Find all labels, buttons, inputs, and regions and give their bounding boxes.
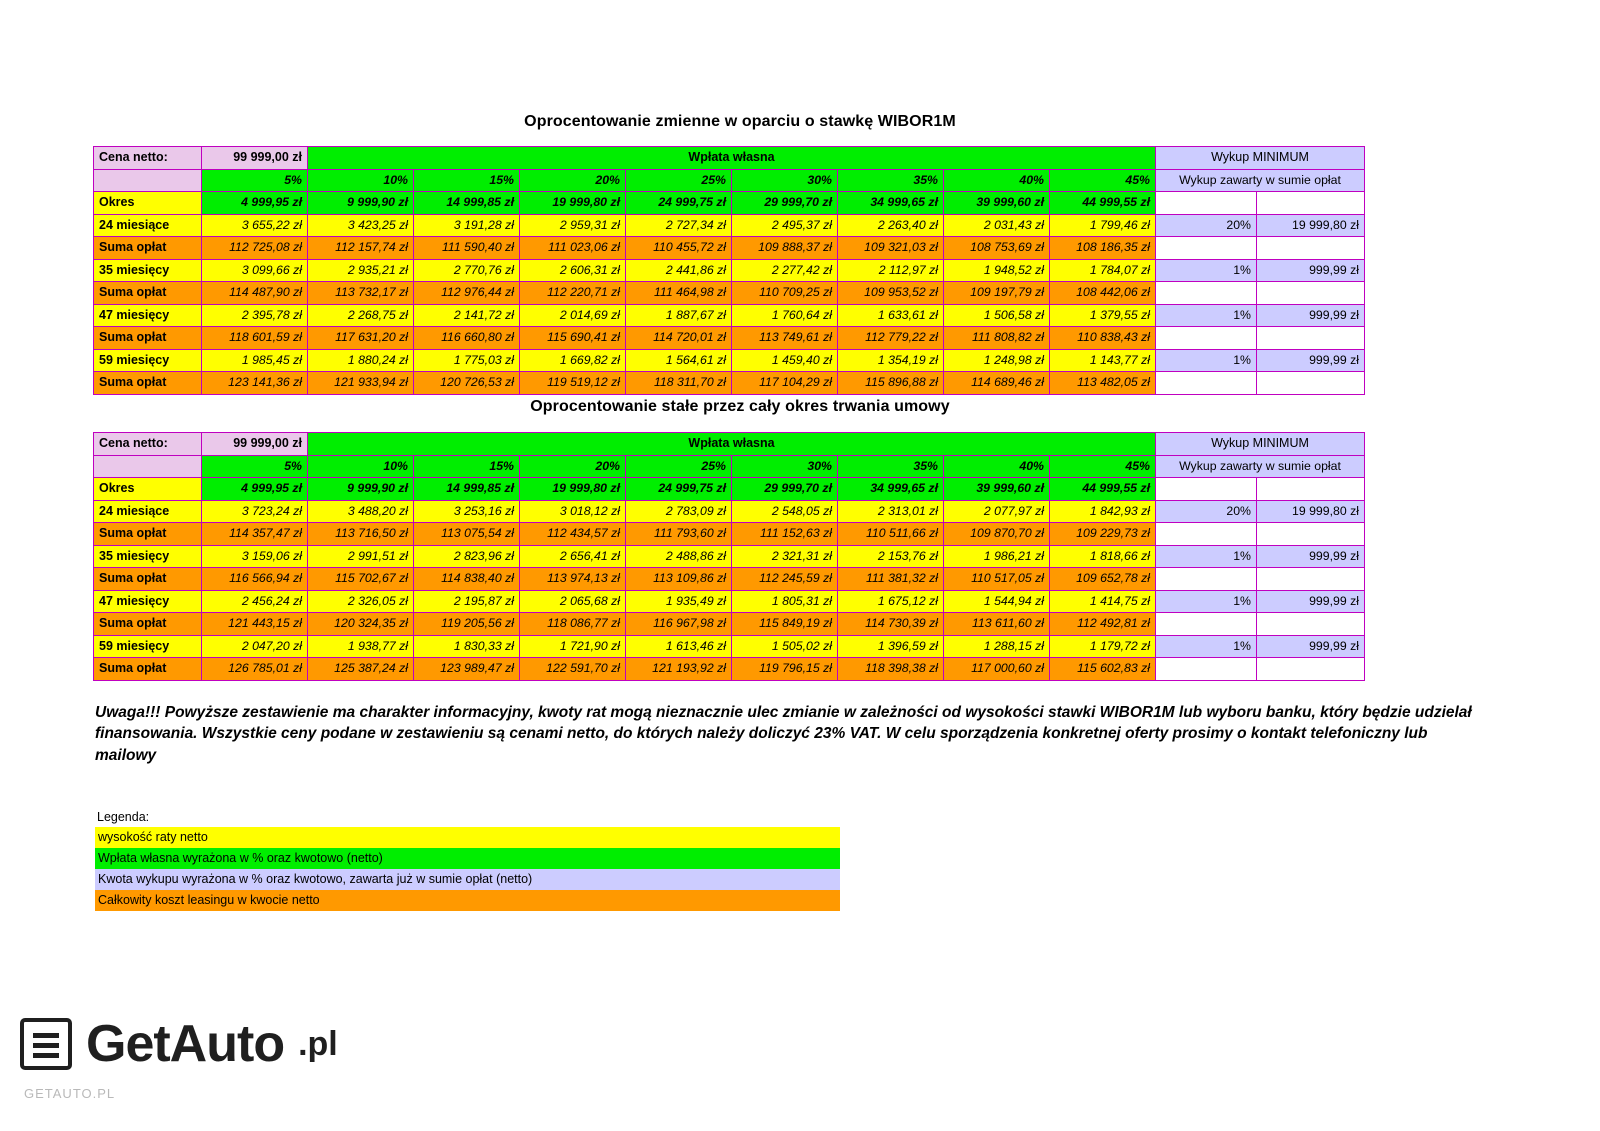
cell-value: 19 999,80 zł xyxy=(520,478,626,501)
row-label: Suma opłat xyxy=(94,372,202,395)
cell-value: 1 986,21 zł xyxy=(944,545,1050,568)
cell-value: 118 398,38 zł xyxy=(838,658,944,681)
cell-value: 3 488,20 zł xyxy=(308,500,414,523)
table-row xyxy=(94,214,1365,237)
cell-value: 111 152,63 zł xyxy=(732,523,838,546)
row-label: Suma opłat xyxy=(94,568,202,591)
disclaimer-note: Uwaga!!! Powyższe zestawienie ma charakter informacyjny, kwoty rat mogą nieznacznie ulec zmianie w zależności od wysokości stawki WIBOR1M lub wyboru banku, który będzie udzielał finansowania. Wszystkie ceny podane w zestawieniu są cenami netto, do których należy doliczyć 23% VAT. W celu sporządzenia konkretnej oferty prosimy o kontakt telefoniczny lub mailowy xyxy=(95,704,1472,764)
table-row xyxy=(94,259,1365,282)
row-label: Suma opłat xyxy=(94,237,202,260)
cell-value: 2 395,78 zł xyxy=(202,304,308,327)
percent-header: 5% xyxy=(202,169,308,192)
buy-percent xyxy=(1156,237,1257,260)
cell-value: 113 109,86 zł xyxy=(626,568,732,591)
table-row xyxy=(94,192,1365,215)
cell-value: 120 324,35 zł xyxy=(308,613,414,636)
percent-header: 30% xyxy=(732,169,838,192)
cell-value: 1 613,46 zł xyxy=(626,635,732,658)
row-label: Suma opłat xyxy=(94,327,202,350)
legend-title: Legenda: xyxy=(97,810,150,824)
cell-value: 2 077,97 zł xyxy=(944,500,1050,523)
buy-percent xyxy=(1156,613,1257,636)
watermark: GETAUTO.PL xyxy=(24,1086,116,1101)
cell-value: 1 935,49 zł xyxy=(626,590,732,613)
cell-value: 44 999,55 zł xyxy=(1050,478,1156,501)
cell-value: 113 482,05 zł xyxy=(1050,372,1156,395)
cell-value: 114 720,01 zł xyxy=(626,327,732,350)
row-label: 47 miesięcy xyxy=(94,590,202,613)
row-label: Okres xyxy=(94,192,202,215)
buy-percent: 1% xyxy=(1156,304,1257,327)
cell-value: 118 311,70 zł xyxy=(626,372,732,395)
cell-value: 113 075,54 zł xyxy=(414,523,520,546)
cell-value: 115 896,88 zł xyxy=(838,372,944,395)
cell-value: 1 459,40 zł xyxy=(732,349,838,372)
cell-value: 1 887,67 zł xyxy=(626,304,732,327)
cell-value: 1 818,66 zł xyxy=(1050,545,1156,568)
cell-value: 2 770,76 zł xyxy=(414,259,520,282)
cell-value: 121 193,92 zł xyxy=(626,658,732,681)
buy-value xyxy=(1257,327,1365,350)
cell-value: 1 669,82 zł xyxy=(520,349,626,372)
cell-value: 120 726,53 zł xyxy=(414,372,520,395)
table-row xyxy=(94,433,1365,456)
percent-header: 40% xyxy=(944,169,1050,192)
buy-value: 999,99 zł xyxy=(1257,304,1365,327)
cell-value: 1 179,72 zł xyxy=(1050,635,1156,658)
buy-value: 999,99 zł xyxy=(1257,590,1365,613)
cell-value: 1 143,77 zł xyxy=(1050,349,1156,372)
empty-cell xyxy=(94,169,202,192)
cell-value: 4 999,95 zł xyxy=(202,192,308,215)
cell-value: 112 725,08 zł xyxy=(202,237,308,260)
cell-value: 1 805,31 zł xyxy=(732,590,838,613)
cell-value: 1 842,93 zł xyxy=(1050,500,1156,523)
wplata-wlasna-header: Wpłata własna xyxy=(308,147,1156,170)
cell-value: 117 104,29 zł xyxy=(732,372,838,395)
legend-item-total-cost: Całkowity koszt leasingu w kwocie netto xyxy=(95,890,840,911)
cell-value: 121 443,15 zł xyxy=(202,613,308,636)
buy-value: 999,99 zł xyxy=(1257,259,1365,282)
row-label: 35 miesięcy xyxy=(94,545,202,568)
cell-value: 1 985,45 zł xyxy=(202,349,308,372)
cell-value: 112 434,57 zł xyxy=(520,523,626,546)
percent-header: 30% xyxy=(732,455,838,478)
buy-value xyxy=(1257,282,1365,305)
row-label: 59 miesięcy xyxy=(94,349,202,372)
cena-netto-label: Cena netto: xyxy=(94,433,202,456)
cell-value: 112 779,22 zł xyxy=(838,327,944,350)
legend-item-rate: wysokość raty netto xyxy=(95,827,840,848)
cell-value: 9 999,90 zł xyxy=(308,478,414,501)
cell-value: 3 423,25 zł xyxy=(308,214,414,237)
cell-value: 3 253,16 zł xyxy=(414,500,520,523)
buy-percent xyxy=(1156,282,1257,305)
buy-value xyxy=(1257,237,1365,260)
cell-value: 2 268,75 zł xyxy=(308,304,414,327)
buy-percent: 1% xyxy=(1156,259,1257,282)
cell-value: 116 967,98 zł xyxy=(626,613,732,636)
cell-value: 111 808,82 zł xyxy=(944,327,1050,350)
menu-lines-icon xyxy=(20,1018,72,1070)
getauto-logo xyxy=(20,1015,338,1073)
cell-value: 116 660,80 zł xyxy=(414,327,520,350)
percent-header: 20% xyxy=(520,455,626,478)
row-label: Suma opłat xyxy=(94,613,202,636)
percent-header: 15% xyxy=(414,455,520,478)
buy-percent xyxy=(1156,327,1257,350)
cell-value: 111 023,06 zł xyxy=(520,237,626,260)
row-label: 35 miesięcy xyxy=(94,259,202,282)
cell-value: 111 590,40 zł xyxy=(414,237,520,260)
row-label: 24 miesiące xyxy=(94,500,202,523)
wykup-minimum-header: Wykup MINIMUM xyxy=(1156,147,1365,170)
table-row xyxy=(94,500,1365,523)
cell-value: 2 727,34 zł xyxy=(626,214,732,237)
cell-value: 2 959,31 zł xyxy=(520,214,626,237)
buy-percent xyxy=(1156,478,1257,501)
row-label: 47 miesięcy xyxy=(94,304,202,327)
row-label: 24 miesiące xyxy=(94,214,202,237)
cell-value: 2 991,51 zł xyxy=(308,545,414,568)
cell-value: 1 506,58 zł xyxy=(944,304,1050,327)
cell-value: 44 999,55 zł xyxy=(1050,192,1156,215)
cell-value: 4 999,95 zł xyxy=(202,478,308,501)
empty-cell xyxy=(94,455,202,478)
percent-header: 25% xyxy=(626,455,732,478)
percent-header: 35% xyxy=(838,169,944,192)
cell-value: 112 976,44 zł xyxy=(414,282,520,305)
cell-value: 117 631,20 zł xyxy=(308,327,414,350)
buy-value: 999,99 zł xyxy=(1257,545,1365,568)
table-row xyxy=(94,327,1365,350)
cell-value: 110 838,43 zł xyxy=(1050,327,1156,350)
cell-value: 112 492,81 zł xyxy=(1050,613,1156,636)
table-row xyxy=(94,282,1365,305)
buy-percent xyxy=(1156,523,1257,546)
cell-value: 2 141,72 zł xyxy=(414,304,520,327)
buy-value xyxy=(1257,613,1365,636)
buy-value: 19 999,80 zł xyxy=(1257,500,1365,523)
buy-value xyxy=(1257,658,1365,681)
table-row xyxy=(94,304,1365,327)
buy-percent xyxy=(1156,658,1257,681)
percent-header: 45% xyxy=(1050,169,1156,192)
cell-value: 113 974,13 zł xyxy=(520,568,626,591)
cell-value: 1 248,98 zł xyxy=(944,349,1050,372)
cell-value: 119 519,12 zł xyxy=(520,372,626,395)
cell-value: 118 086,77 zł xyxy=(520,613,626,636)
cell-value: 14 999,85 zł xyxy=(414,478,520,501)
buy-percent: 20% xyxy=(1156,500,1257,523)
cell-value: 121 933,94 zł xyxy=(308,372,414,395)
cell-value: 2 263,40 zł xyxy=(838,214,944,237)
cell-value: 2 823,96 zł xyxy=(414,545,520,568)
buy-value xyxy=(1257,568,1365,591)
cell-value: 110 709,25 zł xyxy=(732,282,838,305)
percent-header: 20% xyxy=(520,169,626,192)
cell-value: 2 495,37 zł xyxy=(732,214,838,237)
table-variable-rate xyxy=(93,146,1365,395)
row-label: Suma opłat xyxy=(94,282,202,305)
wplata-wlasna-header: Wpłata własna xyxy=(308,433,1156,456)
cell-value: 110 517,05 zł xyxy=(944,568,1050,591)
cell-value: 114 357,47 zł xyxy=(202,523,308,546)
cell-value: 125 387,24 zł xyxy=(308,658,414,681)
cell-value: 39 999,60 zł xyxy=(944,478,1050,501)
cell-value: 113 716,50 zł xyxy=(308,523,414,546)
cell-value: 112 157,74 zł xyxy=(308,237,414,260)
cell-value: 2 313,01 zł xyxy=(838,500,944,523)
cell-value: 109 197,79 zł xyxy=(944,282,1050,305)
cell-value: 1 288,15 zł xyxy=(944,635,1050,658)
buy-value xyxy=(1257,523,1365,546)
cena-netto-value: 99 999,00 zł xyxy=(202,433,308,456)
logo-wordmark: GetAuto xyxy=(86,1015,285,1073)
cell-value: 113 611,60 zł xyxy=(944,613,1050,636)
buy-percent: 20% xyxy=(1156,214,1257,237)
buy-value: 999,99 zł xyxy=(1257,635,1365,658)
table-row xyxy=(94,237,1365,260)
cell-value: 1 354,19 zł xyxy=(838,349,944,372)
table-row xyxy=(94,372,1365,395)
cell-value: 109 321,03 zł xyxy=(838,237,944,260)
cell-value: 3 655,22 zł xyxy=(202,214,308,237)
cell-value: 2 456,24 zł xyxy=(202,590,308,613)
cell-value: 2 153,76 zł xyxy=(838,545,944,568)
cell-value: 110 455,72 zł xyxy=(626,237,732,260)
percent-header: 45% xyxy=(1050,455,1156,478)
buy-value xyxy=(1257,478,1365,501)
cell-value: 1 830,33 zł xyxy=(414,635,520,658)
table-row xyxy=(94,635,1365,658)
cell-value: 19 999,80 zł xyxy=(520,192,626,215)
wykup-minimum-header: Wykup MINIMUM xyxy=(1156,433,1365,456)
cena-netto-value: 99 999,00 zł xyxy=(202,147,308,170)
percent-header: 25% xyxy=(626,169,732,192)
cell-value: 3 191,28 zł xyxy=(414,214,520,237)
cell-value: 1 396,59 zł xyxy=(838,635,944,658)
cell-value: 3 018,12 zł xyxy=(520,500,626,523)
cell-value: 115 702,67 zł xyxy=(308,568,414,591)
row-label: Okres xyxy=(94,478,202,501)
table-row xyxy=(94,545,1365,568)
leasing-table-variable-rate xyxy=(93,146,1365,395)
cell-value: 3 159,06 zł xyxy=(202,545,308,568)
cell-value: 2 112,97 zł xyxy=(838,259,944,282)
cell-value: 29 999,70 zł xyxy=(732,192,838,215)
percent-header: 10% xyxy=(308,455,414,478)
cell-value: 2 783,09 zł xyxy=(626,500,732,523)
cell-value: 126 785,01 zł xyxy=(202,658,308,681)
cell-value: 114 487,90 zł xyxy=(202,282,308,305)
cell-value: 112 220,71 zł xyxy=(520,282,626,305)
cell-value: 2 014,69 zł xyxy=(520,304,626,327)
cell-value: 108 753,69 zł xyxy=(944,237,1050,260)
cell-value: 2 656,41 zł xyxy=(520,545,626,568)
cell-value: 123 141,36 zł xyxy=(202,372,308,395)
table-fixed-rate xyxy=(93,432,1365,681)
cell-value: 117 000,60 zł xyxy=(944,658,1050,681)
cell-value: 2 321,31 zł xyxy=(732,545,838,568)
table-row xyxy=(94,455,1365,478)
cell-value: 122 591,70 zł xyxy=(520,658,626,681)
cell-value: 112 245,59 zł xyxy=(732,568,838,591)
cell-value: 116 566,94 zł xyxy=(202,568,308,591)
cell-value: 2 326,05 zł xyxy=(308,590,414,613)
buy-percent xyxy=(1156,372,1257,395)
buy-value: 999,99 zł xyxy=(1257,349,1365,372)
leasing-table-fixed-rate xyxy=(93,432,1365,681)
buy-value: 19 999,80 zł xyxy=(1257,214,1365,237)
table-row xyxy=(94,147,1365,170)
cell-value: 2 548,05 zł xyxy=(732,500,838,523)
buy-percent: 1% xyxy=(1156,545,1257,568)
buy-percent: 1% xyxy=(1156,635,1257,658)
cell-value: 118 601,59 zł xyxy=(202,327,308,350)
cell-value: 29 999,70 zł xyxy=(732,478,838,501)
cell-value: 1 721,90 zł xyxy=(520,635,626,658)
cell-value: 1 760,64 zł xyxy=(732,304,838,327)
table-row xyxy=(94,478,1365,501)
cell-value: 1 938,77 zł xyxy=(308,635,414,658)
table-row xyxy=(94,568,1365,591)
cell-value: 115 690,41 zł xyxy=(520,327,626,350)
cell-value: 108 442,06 zł xyxy=(1050,282,1156,305)
cell-value: 2 488,86 zł xyxy=(626,545,732,568)
percent-header: 40% xyxy=(944,455,1050,478)
percent-header: 10% xyxy=(308,169,414,192)
section-title-variable-rate: Oprocentowanie zmienne w oparciu o stawkę WIBOR1M xyxy=(524,113,956,130)
logo-tld: .pl xyxy=(298,1025,338,1063)
cell-value: 1 505,02 zł xyxy=(732,635,838,658)
cell-value: 2 441,86 zł xyxy=(626,259,732,282)
cell-value: 34 999,65 zł xyxy=(838,192,944,215)
cell-value: 39 999,60 zł xyxy=(944,192,1050,215)
buy-percent: 1% xyxy=(1156,590,1257,613)
cell-value: 119 205,56 zł xyxy=(414,613,520,636)
table-row xyxy=(94,523,1365,546)
cell-value: 3 723,24 zł xyxy=(202,500,308,523)
cell-value: 113 732,17 zł xyxy=(308,282,414,305)
table-row xyxy=(94,349,1365,372)
cell-value: 111 381,32 zł xyxy=(838,568,944,591)
legend-item-buyout: Kwota wykupu wyrażona w % oraz kwotowo, zawarta już w sumie opłat (netto) xyxy=(95,869,840,890)
cell-value: 114 689,46 zł xyxy=(944,372,1050,395)
row-label: Suma opłat xyxy=(94,523,202,546)
cell-value: 109 888,37 zł xyxy=(732,237,838,260)
cell-value: 114 730,39 zł xyxy=(838,613,944,636)
table-row xyxy=(94,590,1365,613)
legend-item-downpayment: Wpłata własna wyrażona w % oraz kwotowo (netto) xyxy=(95,848,840,869)
cell-value: 2 277,42 zł xyxy=(732,259,838,282)
table-row xyxy=(94,613,1365,636)
cell-value: 111 793,60 zł xyxy=(626,523,732,546)
cell-value: 115 849,19 zł xyxy=(732,613,838,636)
buy-value xyxy=(1257,192,1365,215)
cell-value: 109 652,78 zł xyxy=(1050,568,1156,591)
cell-value: 1 675,12 zł xyxy=(838,590,944,613)
cell-value: 2 031,43 zł xyxy=(944,214,1050,237)
percent-header: 35% xyxy=(838,455,944,478)
cell-value: 109 870,70 zł xyxy=(944,523,1050,546)
cell-value: 14 999,85 zł xyxy=(414,192,520,215)
cell-value: 115 602,83 zł xyxy=(1050,658,1156,681)
cell-value: 123 989,47 zł xyxy=(414,658,520,681)
wykup-subheader: Wykup zawarty w sumie opłat xyxy=(1156,169,1365,192)
cell-value: 34 999,65 zł xyxy=(838,478,944,501)
cell-value: 2 935,21 zł xyxy=(308,259,414,282)
cell-value: 9 999,90 zł xyxy=(308,192,414,215)
table-row xyxy=(94,658,1365,681)
cell-value: 3 099,66 zł xyxy=(202,259,308,282)
wykup-subheader: Wykup zawarty w sumie opłat xyxy=(1156,455,1365,478)
buy-percent: 1% xyxy=(1156,349,1257,372)
cell-value: 2 047,20 zł xyxy=(202,635,308,658)
cena-netto-label: Cena netto: xyxy=(94,147,202,170)
cell-value: 111 464,98 zł xyxy=(626,282,732,305)
row-label: 59 miesięcy xyxy=(94,635,202,658)
cell-value: 1 784,07 zł xyxy=(1050,259,1156,282)
percent-header: 15% xyxy=(414,169,520,192)
buy-percent xyxy=(1156,192,1257,215)
cell-value: 1 544,94 zł xyxy=(944,590,1050,613)
cell-value: 110 511,66 zł xyxy=(838,523,944,546)
cell-value: 2 195,87 zł xyxy=(414,590,520,613)
cell-value: 114 838,40 zł xyxy=(414,568,520,591)
percent-header: 5% xyxy=(202,455,308,478)
cell-value: 1 564,61 zł xyxy=(626,349,732,372)
cell-value: 109 229,73 zł xyxy=(1050,523,1156,546)
cell-value: 108 186,35 zł xyxy=(1050,237,1156,260)
cell-value: 2 065,68 zł xyxy=(520,590,626,613)
table-row xyxy=(94,169,1365,192)
cell-value: 1 799,46 zł xyxy=(1050,214,1156,237)
cell-value: 24 999,75 zł xyxy=(626,478,732,501)
cell-value: 1 414,75 zł xyxy=(1050,590,1156,613)
cell-value: 119 796,15 zł xyxy=(732,658,838,681)
cell-value: 2 606,31 zł xyxy=(520,259,626,282)
cell-value: 113 749,61 zł xyxy=(732,327,838,350)
cell-value: 1 948,52 zł xyxy=(944,259,1050,282)
cell-value: 1 880,24 zł xyxy=(308,349,414,372)
cell-value: 1 379,55 zł xyxy=(1050,304,1156,327)
cell-value: 24 999,75 zł xyxy=(626,192,732,215)
legend xyxy=(95,809,840,911)
cell-value: 1 633,61 zł xyxy=(838,304,944,327)
cell-value: 109 953,52 zł xyxy=(838,282,944,305)
section-title-fixed-rate: Oprocentowanie stałe przez cały okres trwania umowy xyxy=(530,398,950,415)
buy-percent xyxy=(1156,568,1257,591)
cell-value: 1 775,03 zł xyxy=(414,349,520,372)
row-label: Suma opłat xyxy=(94,658,202,681)
buy-value xyxy=(1257,372,1365,395)
